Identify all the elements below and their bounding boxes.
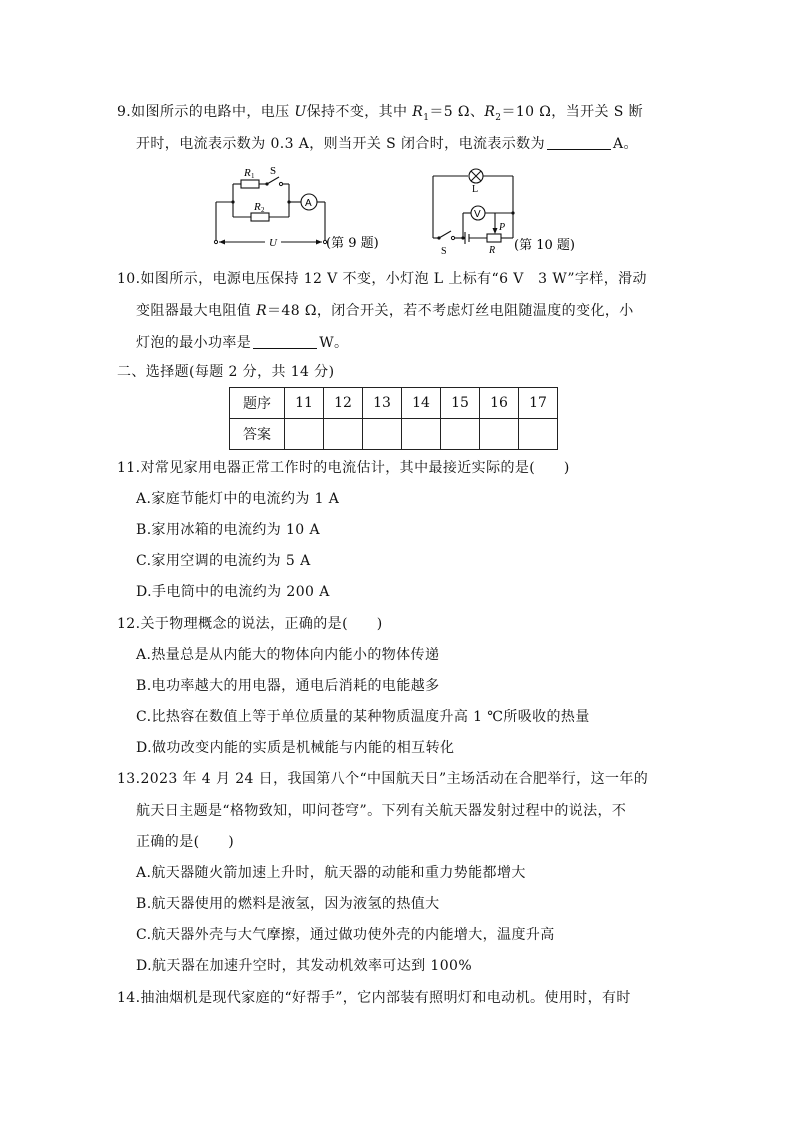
rheostat-symbol: R — [256, 303, 268, 319]
q12-option-c: C.比热容在数值上等于单位质量的某种物质温度升高 1 ℃所吸收的热量 — [136, 709, 590, 725]
answer-cell[interactable] — [519, 419, 558, 450]
fig-slider-label: P — [499, 222, 506, 233]
fig-lamp-label: L — [472, 184, 479, 195]
fig-r1-label: R — [244, 167, 251, 179]
fig-switch-label: S — [441, 246, 447, 257]
answer-blank[interactable] — [547, 135, 611, 150]
q10-line-3 — [136, 333, 348, 353]
question-number-cell: 16 — [480, 388, 519, 419]
q11-option-c: C.家用空调的电流约为 5 A — [136, 553, 311, 569]
circuit-diagram-q9 — [205, 162, 395, 254]
r1-value: ＝5 Ω、 — [429, 104, 485, 120]
q11-option-b: B.家用冰箱的电流约为 10 A — [136, 522, 320, 538]
q10-line-2 — [136, 301, 634, 321]
q13-option-c: C.航天器外壳与大气摩擦，通过做功使外壳的内能增大，温度升高 — [136, 927, 555, 943]
q13-line-3: 正确的是( ) — [136, 834, 235, 850]
q13-option-d: D.航天器在加速升空时，其发动机效率可达到 100% — [136, 958, 473, 974]
question-number-cell: 17 — [519, 388, 558, 419]
q11-stem: 11.对常见家用电器正常工作时的电流估计，其中最接近实际的是( ) — [117, 460, 570, 476]
q13-option-b: B.航天器使用的燃料是液氢，因为液氢的热值大 — [136, 896, 440, 912]
circuit-diagram-q10 — [425, 168, 585, 258]
voltage-symbol: U — [294, 104, 307, 120]
question-number-cell: 13 — [363, 388, 402, 419]
answer-label: 答案 — [230, 419, 285, 450]
answer-cell[interactable] — [285, 419, 324, 450]
ammeter-label: A — [305, 198, 312, 209]
q9-unit: A。 — [612, 136, 638, 152]
q12-option-a: A.热量总是从内能大的物体向内能小的物体传递 — [136, 647, 440, 663]
r2-subscript: 2 — [495, 112, 502, 123]
fig-rheostat-label: R — [489, 245, 496, 256]
figure-9-caption: (第 9 题) — [326, 236, 379, 251]
question-number-cell: 15 — [441, 388, 480, 419]
q14-line-1: 14.抽油烟机是现代家庭的“好帮手”，它内部装有照明灯和电动机。使用时，有时 — [117, 990, 631, 1006]
answer-table-header-row — [230, 388, 558, 419]
answer-table-answer-row — [230, 419, 558, 450]
fig-r2-label: R — [254, 201, 261, 213]
answer-cell[interactable] — [441, 419, 480, 450]
q11-option-a: A.家庭节能灯中的电流约为 1 A — [136, 491, 340, 507]
fig-r2-subscript: 2 — [261, 206, 265, 214]
figure-10-caption: (第 10 题) — [514, 238, 575, 253]
q11-option-d: D.手电筒中的电流约为 200 A — [136, 584, 330, 600]
r1-subscript: 1 — [423, 112, 430, 123]
q13-option-a: A.航天器随火箭加速上升时，航天器的动能和重力势能都增大 — [136, 865, 526, 881]
q9-text: 9.如图所示的电路中，电压 — [117, 104, 295, 120]
q13-line-2: 航天日主题是“格物致知，叩问苍穹”。下列有关航天器发射过程中的说法，不 — [136, 803, 627, 819]
answer-cell[interactable] — [480, 419, 519, 450]
q12-option-b: B.电功率越大的用电器，通电后消耗的电能越多 — [136, 678, 440, 694]
q10-text: 变阻器最大电阻值 — [136, 303, 257, 319]
q9-line-1 — [117, 102, 643, 128]
question-number-label: 题序 — [230, 388, 285, 419]
q10-text: ＝48 Ω，闭合开关，若不考虑灯丝电阻随温度的变化，小 — [267, 303, 634, 319]
answer-cell[interactable] — [402, 419, 441, 450]
q10-unit: W。 — [319, 335, 349, 351]
answer-table — [229, 387, 558, 450]
q9-text: 开时，电流表示数为 0.3 A，则当开关 S 闭合时，电流表示数为 — [136, 136, 545, 152]
fig-switch-label: S — [270, 165, 277, 177]
r1-symbol: R — [412, 104, 424, 120]
voltmeter-label: V — [474, 209, 481, 220]
answer-cell[interactable] — [324, 419, 363, 450]
q10-text: 灯泡的最小功率是 — [136, 335, 252, 351]
answer-blank[interactable] — [253, 334, 317, 349]
q10-line-1: 10.如图所示，电源电压保持 12 V 不变，小灯泡 L 上标有“6 V 3 W”字样，滑动 — [117, 271, 647, 287]
section-title: 二、选择题(每题 2 分，共 14 分) — [117, 364, 335, 380]
question-number-cell: 11 — [285, 388, 324, 419]
q13-line-1: 13.2023 年 4 月 24 日，我国第八个“中国航天日”主场活动在合肥举行，这一年的 — [117, 771, 649, 787]
q12-option-d: D.做功改变内能的实质是机械能与内能的相互转化 — [136, 740, 455, 756]
r2-value: ＝10 Ω，当开关 S 断 — [501, 104, 644, 120]
question-number-cell: 12 — [324, 388, 363, 419]
question-number-cell: 14 — [402, 388, 441, 419]
q9-line-2 — [136, 134, 638, 154]
r2-symbol: R — [484, 104, 496, 120]
q12-stem: 12.关于物理概念的说法，正确的是( ) — [117, 616, 383, 632]
fig-r1-subscript: 1 — [251, 172, 255, 180]
answer-cell[interactable] — [363, 419, 402, 450]
fig-voltage-label: U — [269, 237, 277, 249]
q9-text: 保持不变，其中 — [306, 104, 413, 120]
